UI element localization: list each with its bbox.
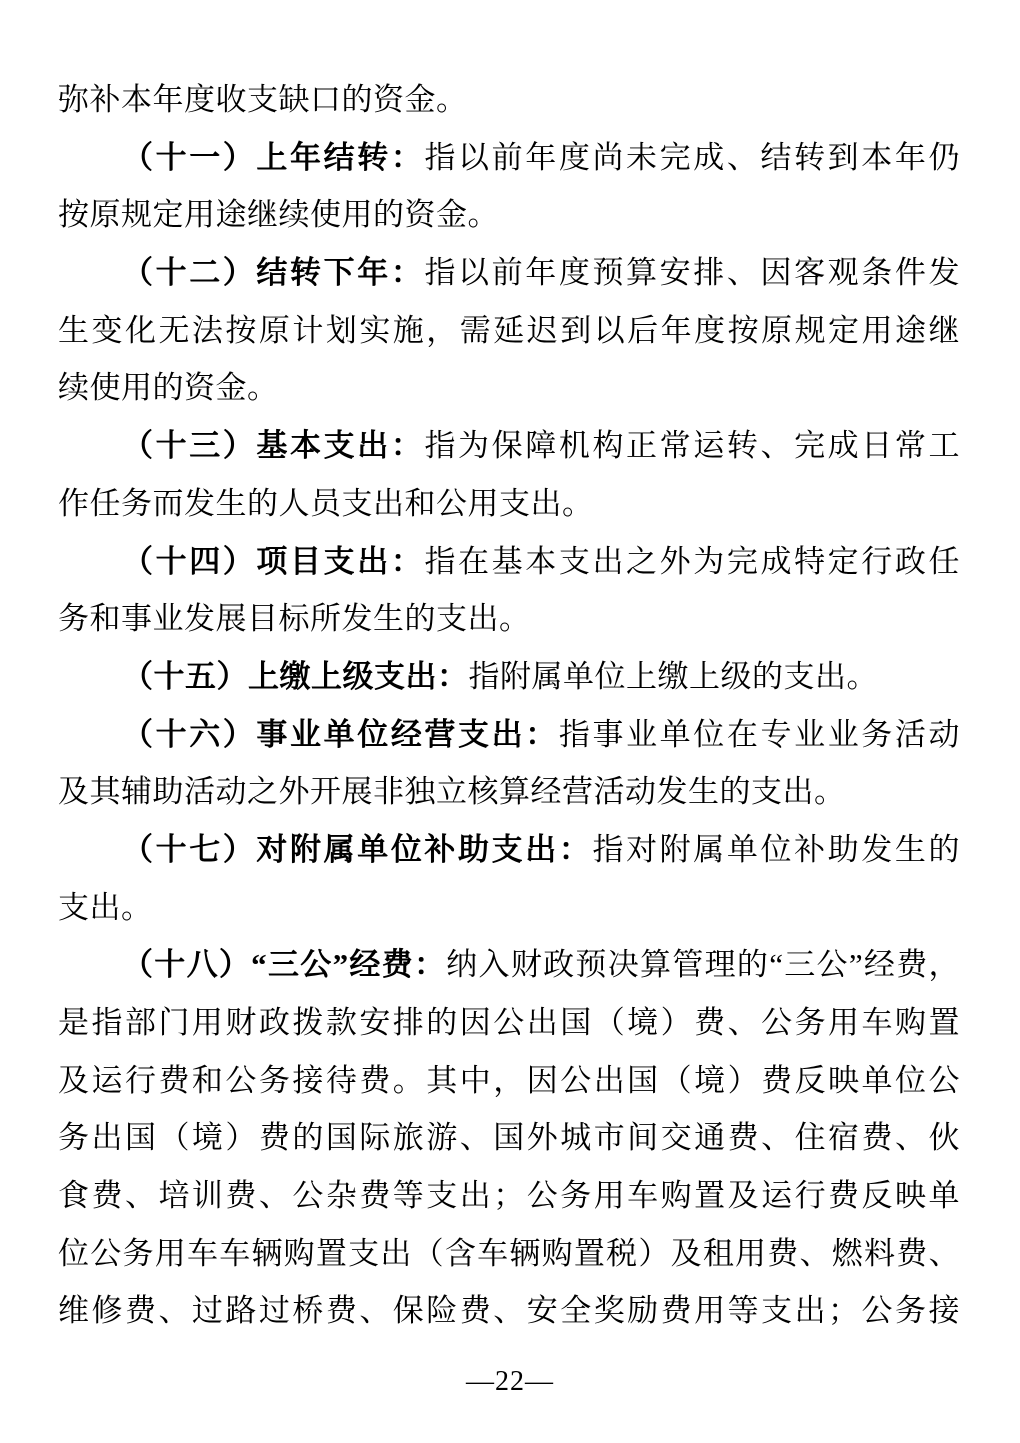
text-line	[58, 1052, 960, 1110]
term-label: （十三）基本支出：	[122, 428, 425, 464]
term-label: （十六）事业单位经营支出：	[122, 716, 559, 752]
term-label: （十八）“三公”经费：	[122, 947, 447, 983]
text-line	[58, 475, 960, 533]
line-text: 支出。	[58, 889, 153, 925]
term-label: （十七）对附属单位补助支出：	[122, 831, 593, 867]
text-line	[58, 359, 960, 417]
text-line	[58, 1225, 960, 1283]
text-line	[58, 71, 960, 129]
line-text: 指附属单位上缴上级的支出。	[468, 658, 878, 694]
line-text: 纳入财政预决算管理的“三公”经费，	[446, 947, 960, 983]
text-line	[58, 1282, 960, 1340]
text-line	[58, 879, 960, 937]
text-line	[58, 1167, 960, 1225]
text-line	[58, 706, 960, 764]
document-body	[58, 71, 960, 1340]
line-text: 指对附属单位补助发生的	[592, 831, 961, 867]
line-text: 按原规定用途继续使用的资金。	[58, 197, 499, 233]
term-label: （十一）上年结转：	[122, 139, 425, 175]
line-text: 指以前年度尚未完成、结转到本年仍	[424, 139, 960, 175]
line-text: 弥补本年度收支缺口的资金。	[58, 82, 468, 117]
text-line	[58, 417, 960, 475]
text-line	[58, 533, 960, 591]
term-label: （十四）项目支出：	[122, 543, 425, 579]
text-line	[58, 590, 960, 648]
line-text: 位公务用车车辆购置支出（含车辆购置税）及租用费、燃料费、	[58, 1235, 960, 1271]
text-line	[58, 763, 960, 821]
text-line	[58, 648, 960, 706]
line-text: 食费、培训费、公杂费等支出；公务用车购置及运行费反映单	[58, 1178, 960, 1214]
line-text: 及运行费和公务接待费。其中，因公出国（境）费反映单位公	[58, 1062, 960, 1098]
line-text: 维修费、过路过桥费、保险费、安全奖励费用等支出；公务接	[58, 1293, 960, 1329]
text-line	[58, 186, 960, 244]
text-line	[58, 129, 960, 187]
line-text: 是指部门用财政拨款安排的因公出国（境）费、公务用车购置	[58, 1005, 960, 1040]
line-text: 作任务而发生的人员支出和公用支出。	[58, 485, 594, 521]
line-text: 指事业单位在专业业务活动	[558, 716, 961, 752]
text-line	[58, 994, 960, 1052]
page-number: —22—	[466, 1366, 554, 1397]
term-label: （十五）上缴上级支出：	[122, 658, 469, 694]
line-text: 生变化无法按原计划实施，需延迟到以后年度按原规定用途继	[58, 312, 960, 348]
text-line	[58, 821, 960, 879]
text-line	[58, 1109, 960, 1167]
text-line	[58, 936, 960, 994]
line-text: 及其辅助活动之外开展非独立核算经营活动发生的支出。	[58, 774, 846, 810]
line-text: 务和事业发展目标所发生的支出。	[58, 601, 531, 637]
text-line	[58, 244, 960, 302]
term-label: （十二）结转下年：	[122, 255, 425, 291]
line-text: 续使用的资金。	[58, 370, 279, 406]
line-text: 务出国（境）费的国际旅游、国外城市间交通费、住宿费、伙	[58, 1120, 960, 1156]
line-text: 指在基本支出之外为完成特定行政任	[424, 543, 960, 579]
text-line	[58, 302, 960, 360]
line-text: 指以前年度预算安排、因客观条件发	[424, 255, 960, 291]
line-text: 指为保障机构正常运转、完成日常工	[424, 428, 960, 464]
